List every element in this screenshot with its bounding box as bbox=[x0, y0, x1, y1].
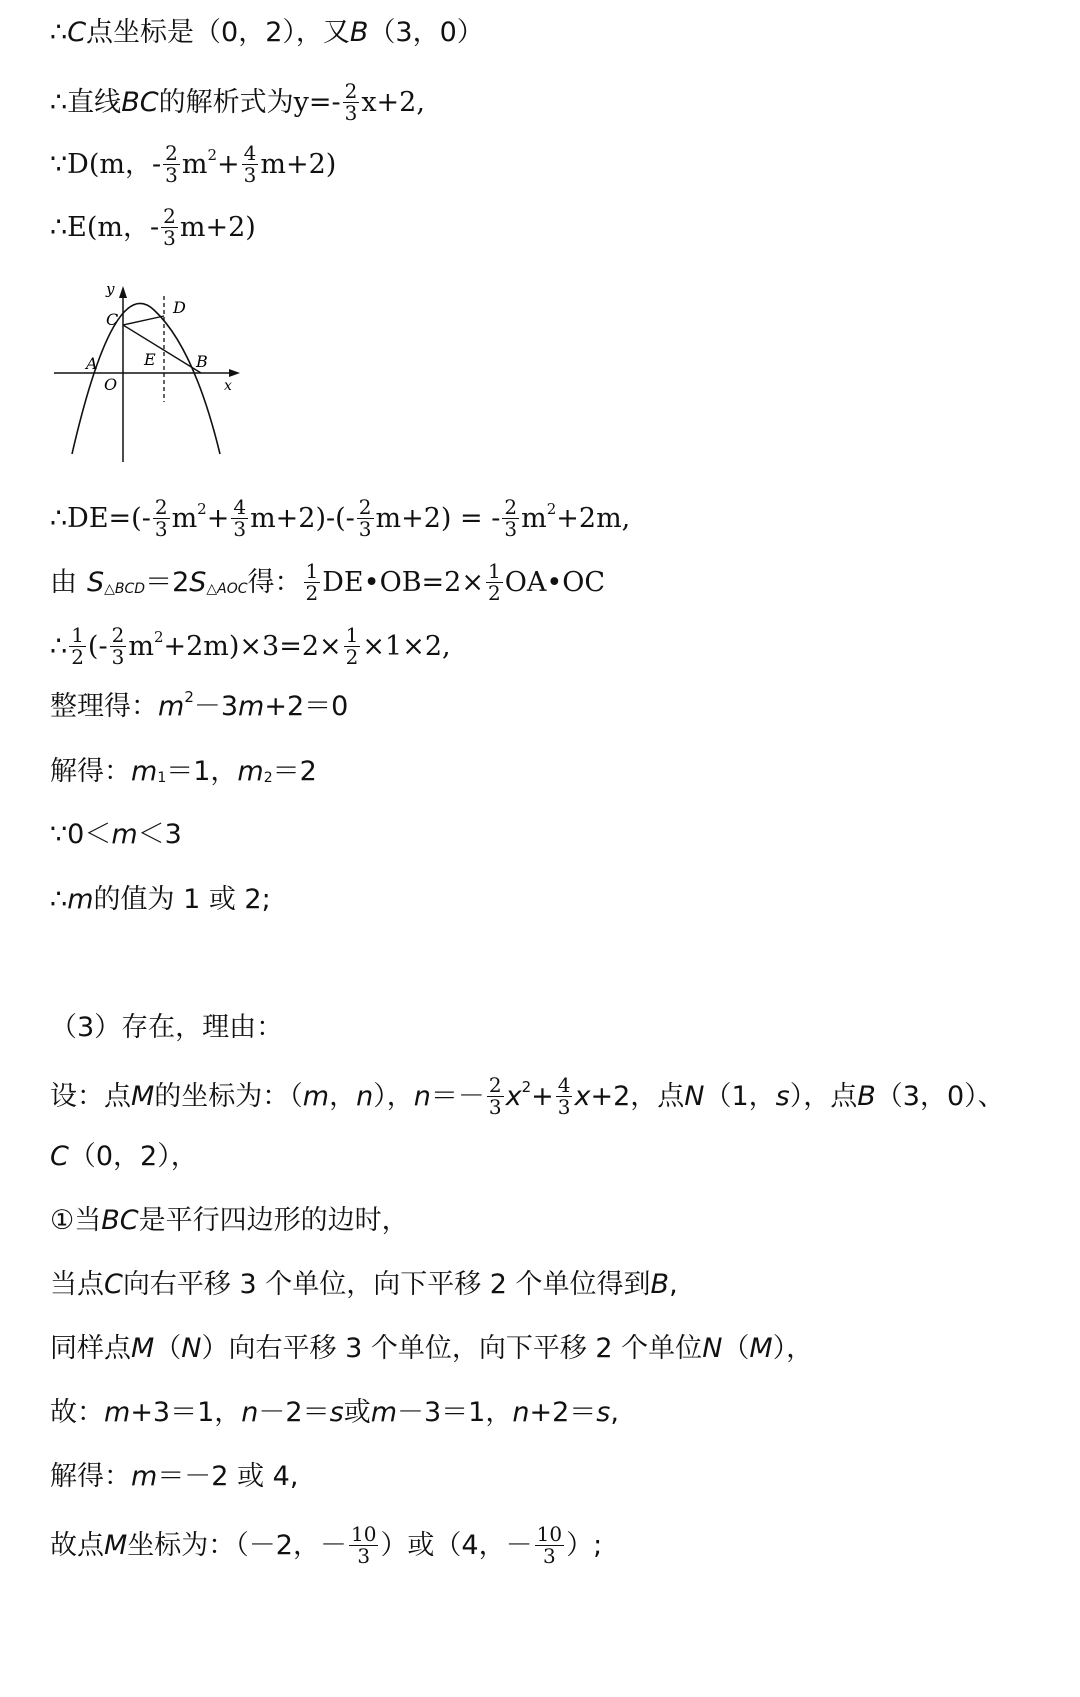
text: 坐标为：（－2，－ bbox=[127, 1529, 347, 1561]
fraction: $\frac{10}{3}$ bbox=[350, 1522, 377, 1568]
fraction: $\frac{2}{3}$ bbox=[488, 1073, 502, 1119]
text: －3＝1， bbox=[397, 1397, 513, 1428]
text: ＝2 bbox=[272, 756, 317, 787]
var: n bbox=[512, 1397, 530, 1428]
text: m+2) bbox=[179, 211, 256, 243]
subscript: △BCD bbox=[104, 580, 146, 597]
line-equations bbox=[50, 1396, 619, 1430]
subscript: 2 bbox=[263, 770, 273, 786]
line-c-coordinates bbox=[50, 16, 484, 50]
line-bc-equation bbox=[50, 81, 425, 124]
var: B bbox=[349, 17, 369, 48]
text: 解得： bbox=[50, 756, 131, 787]
text: m bbox=[181, 148, 208, 180]
text: ＜3 bbox=[137, 819, 182, 850]
text: 解得： bbox=[50, 1461, 131, 1492]
line-solve-m bbox=[50, 755, 317, 789]
text: + bbox=[531, 1080, 554, 1112]
var: B bbox=[650, 1269, 670, 1300]
fraction: $\frac{2}{3}$ bbox=[154, 495, 168, 541]
var: C bbox=[104, 1269, 123, 1300]
text: 当点 bbox=[50, 1269, 104, 1300]
text: ∴ bbox=[50, 17, 68, 48]
text: ）; bbox=[566, 1529, 603, 1561]
text: （1， bbox=[704, 1080, 776, 1112]
text: +2m)×3=2× bbox=[163, 630, 342, 662]
line-cd bbox=[123, 316, 164, 325]
text: 的值为 1 或 2; bbox=[93, 884, 271, 915]
text: 同样点 bbox=[50, 1333, 131, 1364]
fraction: $\frac{4}{3}$ bbox=[233, 495, 247, 541]
text: 故点 bbox=[50, 1529, 104, 1561]
text: (- bbox=[87, 630, 108, 662]
text: + bbox=[206, 502, 230, 534]
text: 的坐标为：（ bbox=[154, 1080, 303, 1112]
parabola-curve bbox=[72, 303, 220, 454]
text: ∴ bbox=[50, 630, 68, 662]
exponent: 2 bbox=[184, 688, 194, 706]
text: ＝－ bbox=[430, 1080, 485, 1112]
exponent: 2 bbox=[153, 627, 164, 646]
parabola-graph bbox=[54, 280, 254, 472]
text: －3 bbox=[193, 691, 239, 722]
text: ∴E(m，- bbox=[50, 211, 160, 243]
var: n bbox=[413, 1080, 431, 1112]
fraction: $\frac{4}{3}$ bbox=[243, 141, 257, 187]
text: 得： bbox=[247, 566, 302, 598]
text: 或 bbox=[343, 1397, 371, 1428]
line-part3-heading bbox=[50, 1011, 283, 1045]
var: m bbox=[238, 691, 265, 722]
var: m bbox=[302, 1080, 330, 1112]
text: （0，2）， bbox=[68, 1141, 198, 1172]
var: n bbox=[356, 1080, 374, 1112]
text: －2＝ bbox=[258, 1397, 330, 1428]
subscript: △AOC bbox=[206, 580, 248, 597]
var: s bbox=[775, 1080, 790, 1112]
line-m-coordinates bbox=[50, 1524, 602, 1567]
var: M bbox=[131, 1333, 155, 1364]
line-point-d bbox=[50, 143, 336, 186]
subscript: 1 bbox=[157, 770, 167, 786]
var: s bbox=[596, 1397, 611, 1428]
var: N bbox=[702, 1333, 723, 1364]
label-d: D bbox=[173, 298, 186, 317]
var: C bbox=[50, 1141, 69, 1172]
text: ∴直线 bbox=[50, 86, 122, 118]
text: （3，0）、 bbox=[875, 1080, 1005, 1112]
fraction: $\frac{4}{3}$ bbox=[557, 1073, 571, 1119]
y-axis-arrow bbox=[119, 286, 127, 298]
var: S bbox=[189, 566, 207, 598]
text: m bbox=[128, 630, 154, 662]
text: m+2) = - bbox=[375, 502, 501, 534]
text: +2m, bbox=[556, 502, 631, 534]
text: ＝1， bbox=[166, 756, 238, 787]
line-solve-m2 bbox=[50, 1460, 298, 1494]
text: +2＝0 bbox=[264, 691, 349, 722]
exponent: 2 bbox=[546, 499, 557, 518]
text: + bbox=[216, 148, 240, 180]
var: m bbox=[111, 819, 138, 850]
line-simplify bbox=[50, 690, 348, 724]
var: s bbox=[329, 1397, 344, 1428]
exponent: 2 bbox=[197, 499, 207, 518]
var: n bbox=[241, 1397, 259, 1428]
text: +2＝ bbox=[529, 1397, 597, 1428]
text: 整理得： bbox=[50, 691, 158, 722]
text: 的解析式为 bbox=[158, 86, 294, 118]
var: C bbox=[67, 17, 87, 48]
label-x: x bbox=[224, 378, 232, 394]
var: S bbox=[87, 566, 105, 598]
var: BC bbox=[101, 1205, 139, 1236]
text: m bbox=[171, 502, 198, 534]
text: （3）存在，理由： bbox=[50, 1012, 284, 1043]
line-set-points bbox=[50, 1075, 1005, 1118]
label-o: O bbox=[104, 375, 118, 394]
text: ）或（4，－ bbox=[380, 1529, 533, 1561]
fraction: $\frac{2}{3}$ bbox=[344, 79, 358, 125]
line-point-c bbox=[50, 1140, 198, 1174]
label-b: B bbox=[196, 352, 208, 371]
var: m bbox=[237, 756, 264, 787]
text: , bbox=[669, 1269, 678, 1300]
var: m bbox=[131, 1461, 158, 1492]
text: , bbox=[610, 1397, 619, 1428]
line-point-e bbox=[50, 206, 256, 249]
text: ＝－2 或 4, bbox=[157, 1461, 299, 1492]
text: 设：点 bbox=[50, 1080, 131, 1112]
fraction: $\frac{10}{3}$ bbox=[536, 1522, 563, 1568]
var: B bbox=[857, 1080, 876, 1112]
exponent: 2 bbox=[207, 145, 217, 164]
line-case1 bbox=[50, 1204, 409, 1238]
text: （ bbox=[722, 1333, 750, 1364]
fraction: $\frac{1}{2}$ bbox=[345, 623, 359, 669]
var: m bbox=[67, 884, 94, 915]
fraction: $\frac{1}{2}$ bbox=[487, 559, 501, 605]
var: x bbox=[574, 1080, 591, 1112]
text: ）， bbox=[373, 1080, 414, 1112]
fraction: $\frac{1}{2}$ bbox=[305, 559, 319, 605]
var: m bbox=[104, 1397, 131, 1428]
fraction: $\frac{2}{3}$ bbox=[165, 141, 178, 187]
fraction: $\frac{2}{3}$ bbox=[358, 495, 372, 541]
line-de-expression bbox=[50, 497, 630, 540]
text: （3，0） bbox=[368, 17, 484, 48]
text: 由 bbox=[50, 566, 77, 598]
text: ∵0＜ bbox=[50, 819, 112, 850]
line-area-relation bbox=[50, 561, 605, 604]
text: ∴ bbox=[50, 884, 68, 915]
var: m bbox=[131, 756, 158, 787]
text: 故： bbox=[50, 1397, 104, 1428]
text: ），点 bbox=[789, 1080, 858, 1112]
text: +2，点 bbox=[590, 1080, 685, 1112]
fraction: $\frac{2}{3}$ bbox=[163, 204, 176, 250]
var: N bbox=[181, 1333, 202, 1364]
text: ∴DE=(- bbox=[50, 502, 151, 534]
label-y: y bbox=[106, 280, 115, 298]
label-a: A bbox=[86, 354, 98, 373]
text: 向右平移 3 个单位，向下平移 2 个单位得到 bbox=[122, 1269, 651, 1300]
fraction: $\frac{2}{3}$ bbox=[111, 623, 125, 669]
text: m bbox=[521, 502, 547, 534]
text: DE•OB=2× bbox=[322, 566, 484, 598]
text: （ bbox=[154, 1333, 182, 1364]
line-m-values bbox=[50, 883, 271, 917]
text: ＝2 bbox=[145, 566, 190, 598]
text: ）， bbox=[772, 1333, 814, 1364]
text: ）向右平移 3 个单位，向下平移 2 个单位 bbox=[201, 1333, 703, 1364]
line-substitution bbox=[50, 625, 451, 668]
var: BC bbox=[121, 86, 159, 118]
text: 是平行四边形的边时， bbox=[138, 1205, 409, 1236]
text: ∵D(m，- bbox=[50, 148, 162, 180]
var: M bbox=[104, 1529, 128, 1561]
text: ①当 bbox=[50, 1205, 102, 1236]
text: y=- bbox=[293, 86, 341, 118]
text: m+2)-(- bbox=[250, 502, 355, 534]
var: m bbox=[158, 691, 185, 722]
text: ×1×2, bbox=[362, 630, 451, 662]
text: +3＝1， bbox=[130, 1397, 242, 1428]
text: x+2, bbox=[361, 86, 425, 118]
label-e: E bbox=[144, 350, 156, 369]
line-translate-c bbox=[50, 1268, 678, 1302]
line-range bbox=[50, 818, 182, 852]
var: m bbox=[370, 1397, 397, 1428]
line-cb bbox=[123, 325, 201, 373]
exponent: 2 bbox=[521, 1077, 532, 1096]
line-translate-m bbox=[50, 1332, 813, 1366]
text: 点坐标是（0，2），又 bbox=[86, 17, 350, 48]
var: M bbox=[131, 1080, 155, 1112]
var: N bbox=[684, 1080, 705, 1112]
text: m+2) bbox=[260, 148, 337, 180]
fraction: $\frac{1}{2}$ bbox=[71, 623, 84, 669]
text: OA•OC bbox=[504, 566, 606, 598]
text: ， bbox=[329, 1080, 357, 1112]
label-c: C bbox=[106, 310, 119, 329]
var: x bbox=[505, 1080, 522, 1112]
x-axis-arrow bbox=[229, 369, 240, 377]
fraction: $\frac{2}{3}$ bbox=[504, 495, 518, 541]
var: M bbox=[749, 1333, 773, 1364]
